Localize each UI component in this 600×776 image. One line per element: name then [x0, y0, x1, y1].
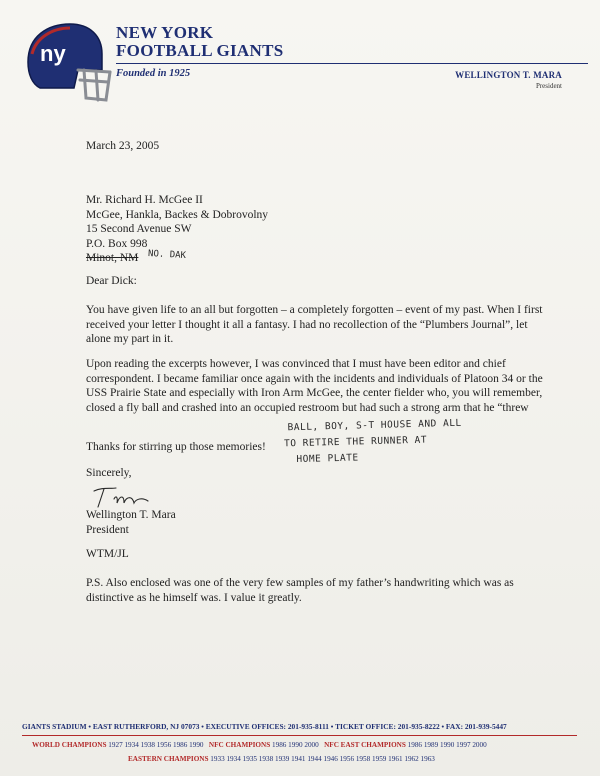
signature-mark	[90, 485, 150, 509]
signer-name: Wellington T. Mara	[86, 509, 176, 521]
body-paragraph-1: You have given life to an all but forgotten – a completely forgotten – event of my past. When I first received your letter I thought it all a fantasy. I had no recollection of the “Plumbers Journal”, let alone my part in it.	[86, 304, 543, 345]
footer-championships	[32, 741, 487, 749]
executive-name: WELLINGTON T. MARA	[455, 70, 562, 80]
nfc-champions-years: 1986 1990 2000	[272, 741, 319, 749]
world-champions-years: 1927 1934 1938 1956 1986 1990	[108, 741, 204, 749]
letter-date: March 23, 2005	[86, 140, 160, 152]
world-champions-label: WORLD CHAMPIONS	[32, 741, 107, 749]
typist-initials: WTM/JL	[86, 548, 129, 560]
signature-block	[86, 508, 176, 537]
footer-contact-line: GIANTS STADIUM • EAST RUTHERFORD, NJ 07073 • EXECUTIVE OFFICES: 201-935-8111 • TICKET OFFICE: 201-935-8222 • FAX: 201-939-5447	[22, 722, 507, 731]
nfc-champions-label: NFC CHAMPIONS	[208, 741, 271, 749]
nfc-east-label: NFC EAST CHAMPIONS	[324, 741, 406, 749]
eastern-champions-label: EASTERN CHAMPIONS	[128, 755, 209, 763]
handwritten-note	[283, 414, 538, 469]
body-paragraph-3: Thanks for stirring up those memories!	[86, 441, 266, 453]
executive-title: President	[535, 82, 562, 90]
handwritten-note-line: TO RETIRE THE RUNNER AT	[283, 434, 428, 450]
address-line: Mr. Richard H. McGee II	[86, 194, 203, 206]
address-line: McGee, Hankla, Backes & Dobrovolny	[86, 208, 269, 221]
footer-rule	[22, 735, 577, 736]
footer-eastern	[128, 755, 435, 763]
letterhead-rule	[116, 63, 588, 64]
handwritten-note-line: BALL, BOY, S-T HOUSE AND ALL	[287, 417, 462, 434]
address-city-struck: Minot, NM	[86, 252, 139, 264]
team-name: NEW YORK FOOTBALL GIANTS	[116, 23, 284, 60]
body-paragraph-2: Upon reading the excerpts however, I was convinced that I must have been editor and chief correspondent. I became familiar once again with the incidents and individuals of Platoon 34 or the USS Prairie State and especially with Iron Arm McGee, the center fielder who, you will remember, closed a fly ball and crashed into an occupied restroom but had such a strong arm that he “threw	[86, 358, 543, 414]
address-line: 15 Second Avenue SW	[86, 223, 192, 235]
signer-title: President	[86, 523, 129, 536]
handwritten-state-correction: NO. DAK	[147, 249, 187, 261]
executive-block	[455, 70, 562, 90]
postscript: P.S. Also enclosed was one of the very few samples of my father’s handwriting which was as distinctive as he himself was. I value it greatly.	[86, 577, 514, 604]
logo-lettering: ny	[40, 41, 66, 66]
giants-helmet-logo	[18, 14, 114, 110]
closing: Sincerely,	[86, 467, 132, 479]
letterhead-brand	[116, 24, 283, 79]
address-line: P.O. Box 998	[86, 237, 148, 250]
handwritten-note-line: HOME PLATE	[296, 452, 359, 466]
salutation: Dear Dick:	[86, 275, 137, 287]
founded-tagline: Founded in 1925	[116, 68, 191, 79]
eastern-champions-years: 1933 1934 1935 1938 1939 1941 1944 1946 1956 1958 1959 1961 1962 1963	[210, 755, 435, 763]
nfc-east-years: 1986 1989 1990 1997 2000	[407, 741, 487, 749]
